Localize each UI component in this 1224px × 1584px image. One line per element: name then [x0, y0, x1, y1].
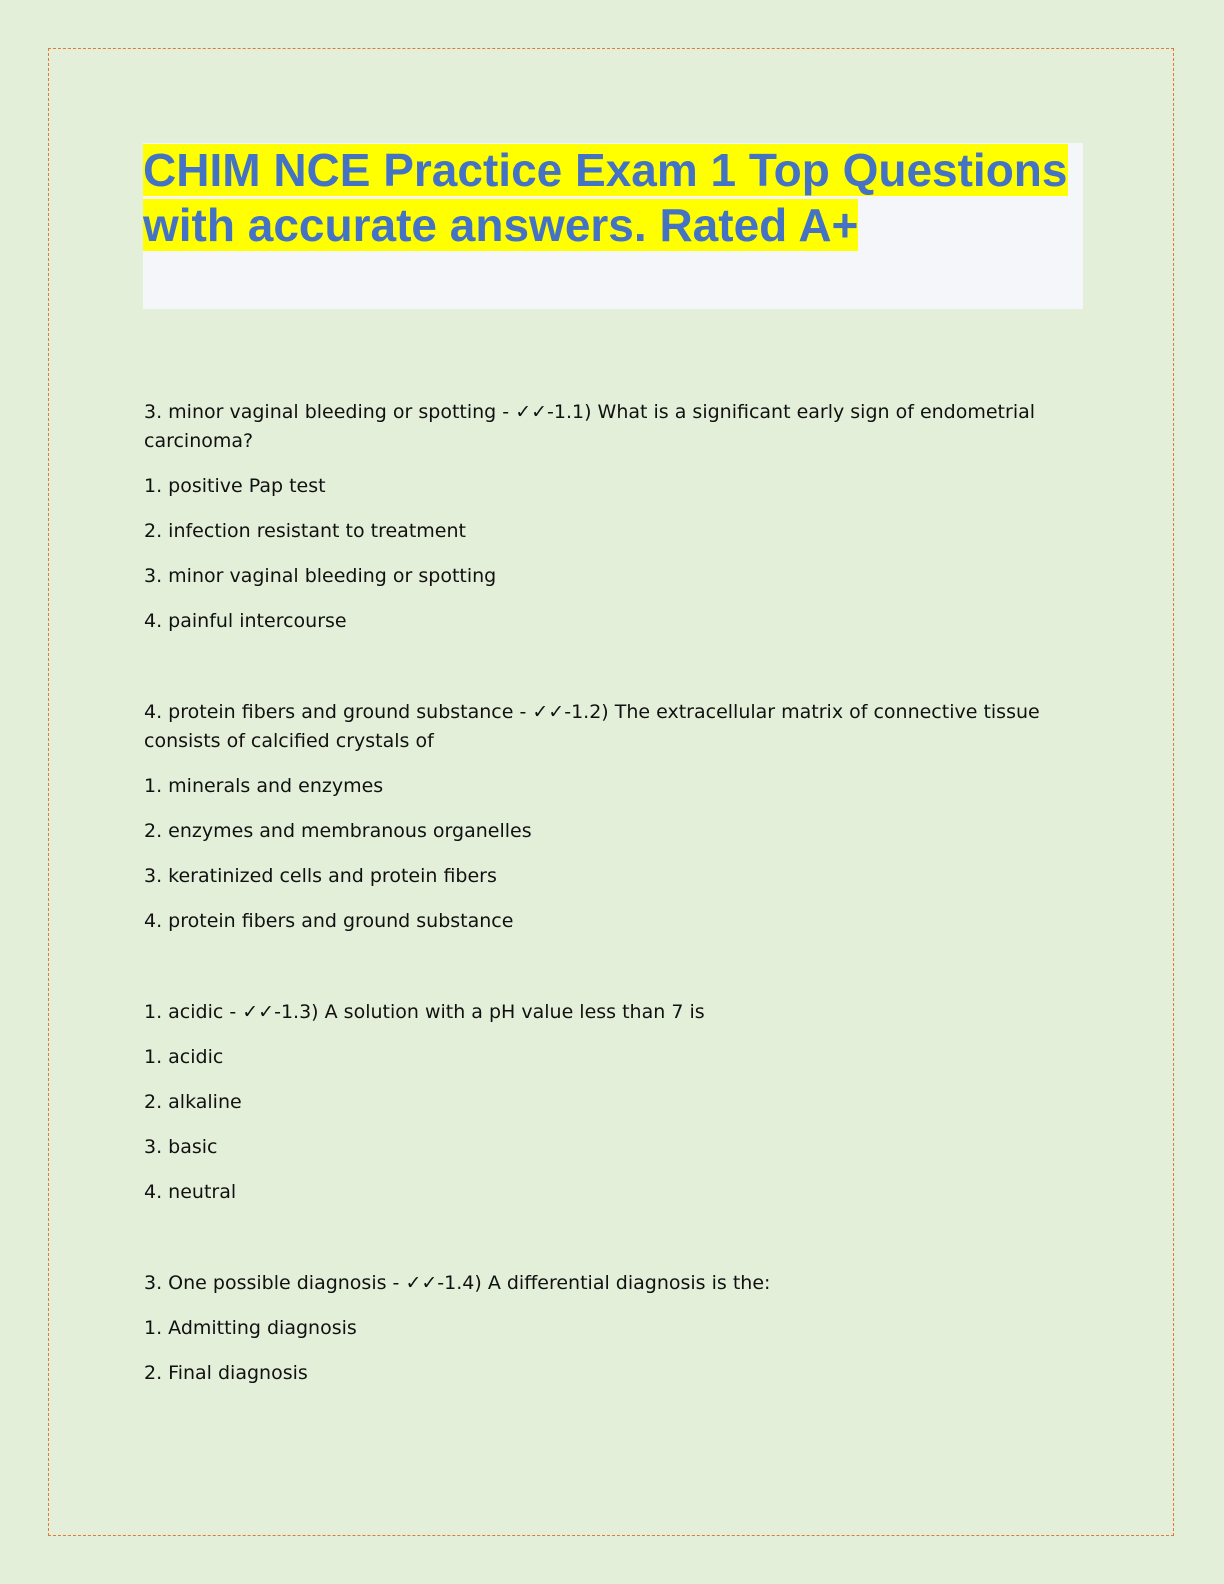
title-block — [143, 143, 1083, 309]
answer-key: 4. protein fibers and ground substance - — [144, 701, 533, 723]
document-body — [144, 398, 1074, 1388]
question-text — [144, 1269, 1074, 1298]
question-prompt: -1.2) The extracellular matrix of connective tissue consists of calcified crystals of — [144, 701, 1040, 752]
answer-option: 4. painful intercourse — [144, 610, 347, 632]
checkmark-icon: ✓✓ — [242, 1001, 275, 1023]
question-text — [144, 698, 1074, 756]
question-text — [144, 398, 1074, 456]
checkmark-icon: ✓✓ — [515, 401, 548, 423]
answer-option: 3. basic — [144, 1136, 218, 1158]
answer-option: 2. Final diagnosis — [144, 1362, 308, 1384]
question-block — [144, 998, 1074, 1207]
question-text — [144, 998, 1074, 1027]
answer-option: 2. alkaline — [144, 1091, 242, 1113]
document-title — [143, 143, 1083, 253]
question-block — [144, 698, 1074, 936]
checkmark-icon: ✓✓ — [405, 1272, 438, 1294]
answer-option: 1. Admitting diagnosis — [144, 1317, 357, 1339]
answer-key: 1. acidic - — [144, 1001, 243, 1023]
answer-option: 4. neutral — [144, 1181, 237, 1203]
title-highlight: CHIM NCE Practice Exam 1 Top Questions with accurate answers. Rated A+ — [143, 144, 1068, 251]
answer-option: 4. protein fibers and ground substance — [144, 910, 514, 932]
answer-option: 3. minor vaginal bleeding or spotting — [144, 565, 497, 587]
question-prompt: -1.4) A differential diagnosis is the: — [437, 1272, 771, 1294]
question-block — [144, 1269, 1074, 1388]
answer-key: 3. minor vaginal bleeding or spotting - — [144, 401, 516, 423]
answer-key: 3. One possible diagnosis - — [144, 1272, 406, 1294]
answer-option: 3. keratinized cells and protein fibers — [144, 865, 497, 887]
answer-option: 2. infection resistant to treatment — [144, 520, 466, 542]
answer-option: 1. acidic — [144, 1046, 224, 1068]
question-prompt: -1.1) What is a significant early sign of endometrial carcinoma? — [144, 401, 1036, 452]
question-block — [144, 398, 1074, 636]
answer-option: 2. enzymes and membranous organelles — [144, 820, 532, 842]
answer-option: 1. minerals and enzymes — [144, 775, 384, 797]
question-prompt: -1.3) A solution with a pH value less than 7 is — [274, 1001, 705, 1023]
checkmark-icon: ✓✓ — [532, 701, 565, 723]
answer-option: 1. positive Pap test — [144, 475, 326, 497]
